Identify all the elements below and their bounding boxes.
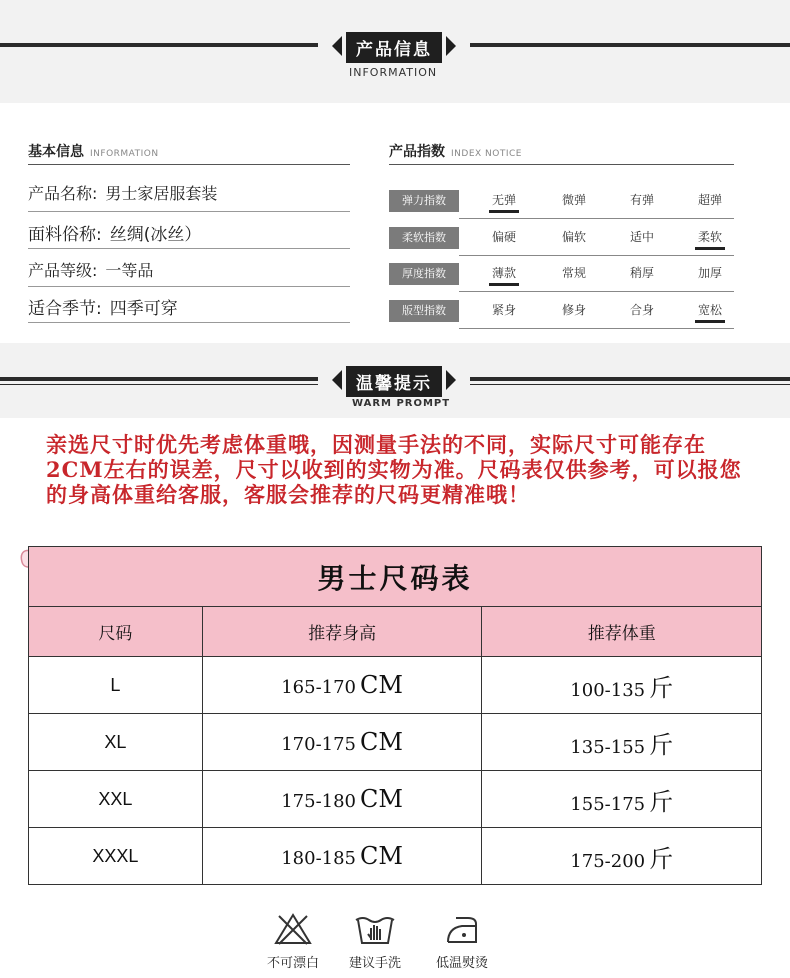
cell-size: L <box>29 657 203 714</box>
info-row-grade: 产品等级: 一等品 <box>28 261 154 280</box>
index-option: 稍厚 <box>629 266 654 280</box>
cell-height: 170-175 CM <box>202 714 482 771</box>
care-label: 建议手洗 <box>348 956 401 971</box>
index-option: 合身 <box>629 303 654 317</box>
header-height: 推荐身高 <box>202 607 482 657</box>
divider <box>28 248 350 249</box>
index-heading: 产品指数 INDEX NOTICE <box>389 144 522 160</box>
cell-size: XL <box>29 714 203 771</box>
index-label: 版型指数 <box>389 300 459 322</box>
banner-subtitle: WARM PROMPT <box>352 398 451 409</box>
care-label: 不可漂白 <box>266 956 319 971</box>
banner-rule-right <box>470 377 790 381</box>
care-hand-wash <box>340 912 410 971</box>
index-option: 偏软 <box>561 230 586 244</box>
banner-subtitle: INFORMATION <box>349 66 438 79</box>
index-baseline <box>459 218 734 219</box>
table-row <box>29 657 762 714</box>
index-option: 偏硬 <box>491 230 516 244</box>
table-row <box>29 828 762 885</box>
banner-rule-left <box>0 43 318 47</box>
cell-height: 175-180 CM <box>202 771 482 828</box>
index-option: 微弹 <box>561 193 586 207</box>
index-option-selected: 无弹 <box>479 191 529 208</box>
table-row <box>29 771 762 828</box>
index-label: 弹力指数 <box>389 190 459 212</box>
divider <box>28 322 350 323</box>
care-no-bleach <box>258 912 328 971</box>
index-option-selected: 薄款 <box>479 264 529 281</box>
index-option-selected: 宽松 <box>685 301 735 318</box>
info-row-name: 产品名称: 男士家居服套装 <box>28 184 218 203</box>
cell-height: 165-170 CM <box>202 657 482 714</box>
index-baseline <box>459 291 734 292</box>
divider <box>389 164 734 165</box>
size-table-title: 男士尺码表 <box>29 547 762 607</box>
index-option: 适中 <box>629 230 654 244</box>
index-row-thickness <box>389 261 734 287</box>
basic-info-heading: 基本信息 INFORMATION <box>28 144 159 160</box>
index-option: 常规 <box>561 266 586 280</box>
index-option: 超弹 <box>697 193 722 207</box>
banner-title: 产品信息 <box>346 32 442 63</box>
cell-size: XXL <box>29 771 203 828</box>
cell-height: 180-185 CM <box>202 828 482 885</box>
divider <box>28 164 350 165</box>
index-option: 加厚 <box>697 266 722 280</box>
info-banner <box>0 0 790 103</box>
index-option: 有弹 <box>629 193 654 207</box>
cell-weight: 100-135 斤 <box>482 657 762 714</box>
banner-rule-left-thin <box>0 384 318 385</box>
table-row <box>29 714 762 771</box>
index-label: 柔软指数 <box>389 227 459 249</box>
divider <box>28 211 350 212</box>
info-row-fabric: 面料俗称: 丝绸(冰丝） <box>28 225 202 245</box>
index-row-fit <box>389 298 734 324</box>
header-weight: 推荐体重 <box>482 607 762 657</box>
low-iron-icon <box>442 912 482 946</box>
banner-rule-right-thin <box>470 384 790 385</box>
warm-prompt-banner <box>0 343 790 418</box>
index-option: 修身 <box>561 303 586 317</box>
index-option-selected: 柔软 <box>685 228 735 245</box>
care-label: 低温熨烫 <box>435 956 488 971</box>
size-table <box>28 546 762 885</box>
cell-weight: 175-200 斤 <box>482 828 762 885</box>
hand-wash-icon <box>353 912 397 946</box>
index-option: 紧身 <box>491 303 516 317</box>
index-label: 厚度指数 <box>389 263 459 285</box>
cell-size: XXXL <box>29 828 203 885</box>
index-row-softness <box>389 225 734 251</box>
index-baseline <box>459 328 734 329</box>
care-low-iron <box>427 912 497 971</box>
index-row-elasticity <box>389 188 734 214</box>
header-size: 尺码 <box>29 607 203 657</box>
banner-rule-left <box>0 377 318 381</box>
banner-rule-right <box>470 43 790 47</box>
size-notice: 亲选尺寸时优先考虑体重哦，因测量手法的不同，实际尺寸可能存在2CM左右的误差，尺寸以收到的实物为准。尺码表仅供参考，可以报您的身高体重给客服，客服会推荐的尺码更精准哦！ <box>46 432 742 507</box>
banner-title: 温馨提示 <box>346 366 442 397</box>
divider <box>28 286 350 287</box>
cell-weight: 155-175 斤 <box>482 771 762 828</box>
info-row-season: 适合季节: 四季可穿 <box>28 299 178 319</box>
no-bleach-icon <box>273 912 313 946</box>
cell-weight: 135-155 斤 <box>482 714 762 771</box>
index-baseline <box>459 255 734 256</box>
